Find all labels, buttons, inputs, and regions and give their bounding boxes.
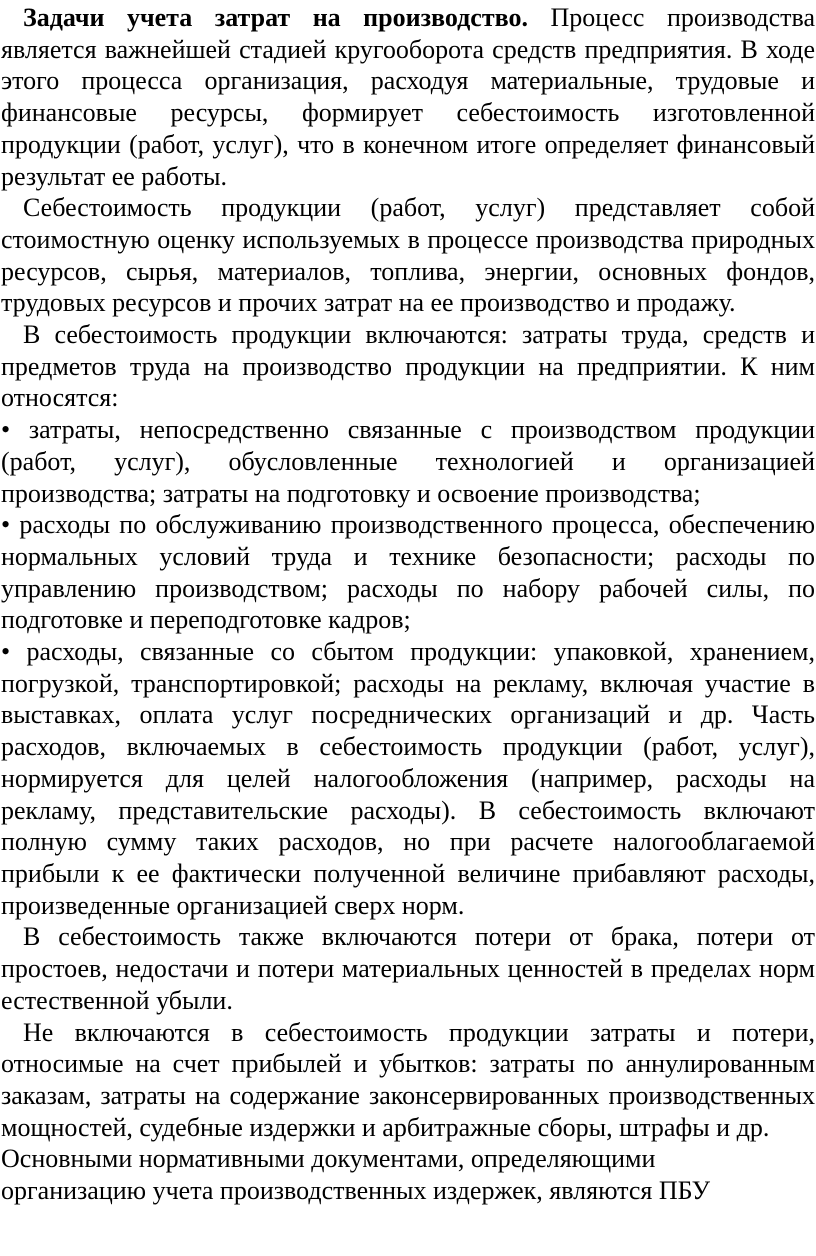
bullet-item-3 <box>1 636 815 921</box>
paragraph-intro-text: Процесс производства является важнейшей стадией кругооборота средств предприятия. В ходе этого процесса организация, расходуя материальные, трудовые и финансовые ресурсы, формирует себестоимость изготовленной продукции (работ, услуг), что в конечном итоге определяет финансовый результат ее работы. <box>1 3 815 191</box>
section-heading: Задачи учета затрат на производство. <box>23 3 528 32</box>
bullet-marker: • <box>1 415 11 445</box>
paragraph-losses: В себестоимость также включаются потери от брака, потери от простоев, недостачи и потери материальных ценностей в пределах норм естественной убыли. <box>1 922 815 1015</box>
paragraph-regulations <box>1 1143 815 1206</box>
bullet-item-1 <box>1 414 815 509</box>
bullet-marker: • <box>1 637 11 667</box>
bullet-item-text: расходы, связанные со сбытом продукции: упаковкой, хранением, погрузкой, транспортировкой; расходы на рекламу, включая участие в выставках, оплата услуг посреднических организаций и др. Часть расходов, включаемых в себестоимость продукции (работ, услуг), нормируется для целей налогообложения (например, расходы на рекламу, представительские расходы). В себестоимость включают полную сумму таких расходов, но при расчете налогооблагаемой прибыли к ее фактически полученной величине прибавляют расходы, произведенные организацией сверх норм. <box>1 637 816 920</box>
paragraph-regulations-line-2: организацию учета производственных издержек, являются ПБУ <box>1 1176 711 1206</box>
paragraph-cost-includes: В себестоимость продукции включаются: затраты труда, средств и предметов труда на производство продукции на предприятии. К ним относятся: <box>1 320 815 413</box>
bullet-item-text: затраты, непосредственно связанные с производством продукции (работ, услуг), обусловленные технологией и организацией производства; затраты на подготовку и освоение производства; <box>1 415 815 508</box>
paragraph-excluded-costs: Не включаются в себестоимость продукции затраты и потери, относимые на счет прибылей и убытков: затраты по аннулированным заказам, затраты на содержание законсервированных производственных мощностей, судебные издержки и арбитражные сборы, штрафы и др. <box>1 1017 815 1142</box>
bullet-marker: • <box>1 510 11 540</box>
paragraph-regulations-line-1: Основными нормативными документами, определяющими <box>1 1144 656 1174</box>
paragraph-cost-definition: Себестоимость продукции (работ, услуг) представляет собой стоимостную оценку используемых в процессе производства природных ресурсов, сырья, материалов, топлива, энергии, основных фондов, трудовых ресурсов и прочих затрат на ее производство и продажу. <box>1 193 815 318</box>
bullet-item-2 <box>1 509 815 636</box>
bullet-item-text: расходы по обслуживанию производственного процесса, обеспечению нормальных условий труда и технике безопасности; расходы по управлению производством; расходы по набору рабочей силы, по подготовке и переподготовке кадров; <box>1 510 815 635</box>
paragraph-intro <box>1 2 815 192</box>
